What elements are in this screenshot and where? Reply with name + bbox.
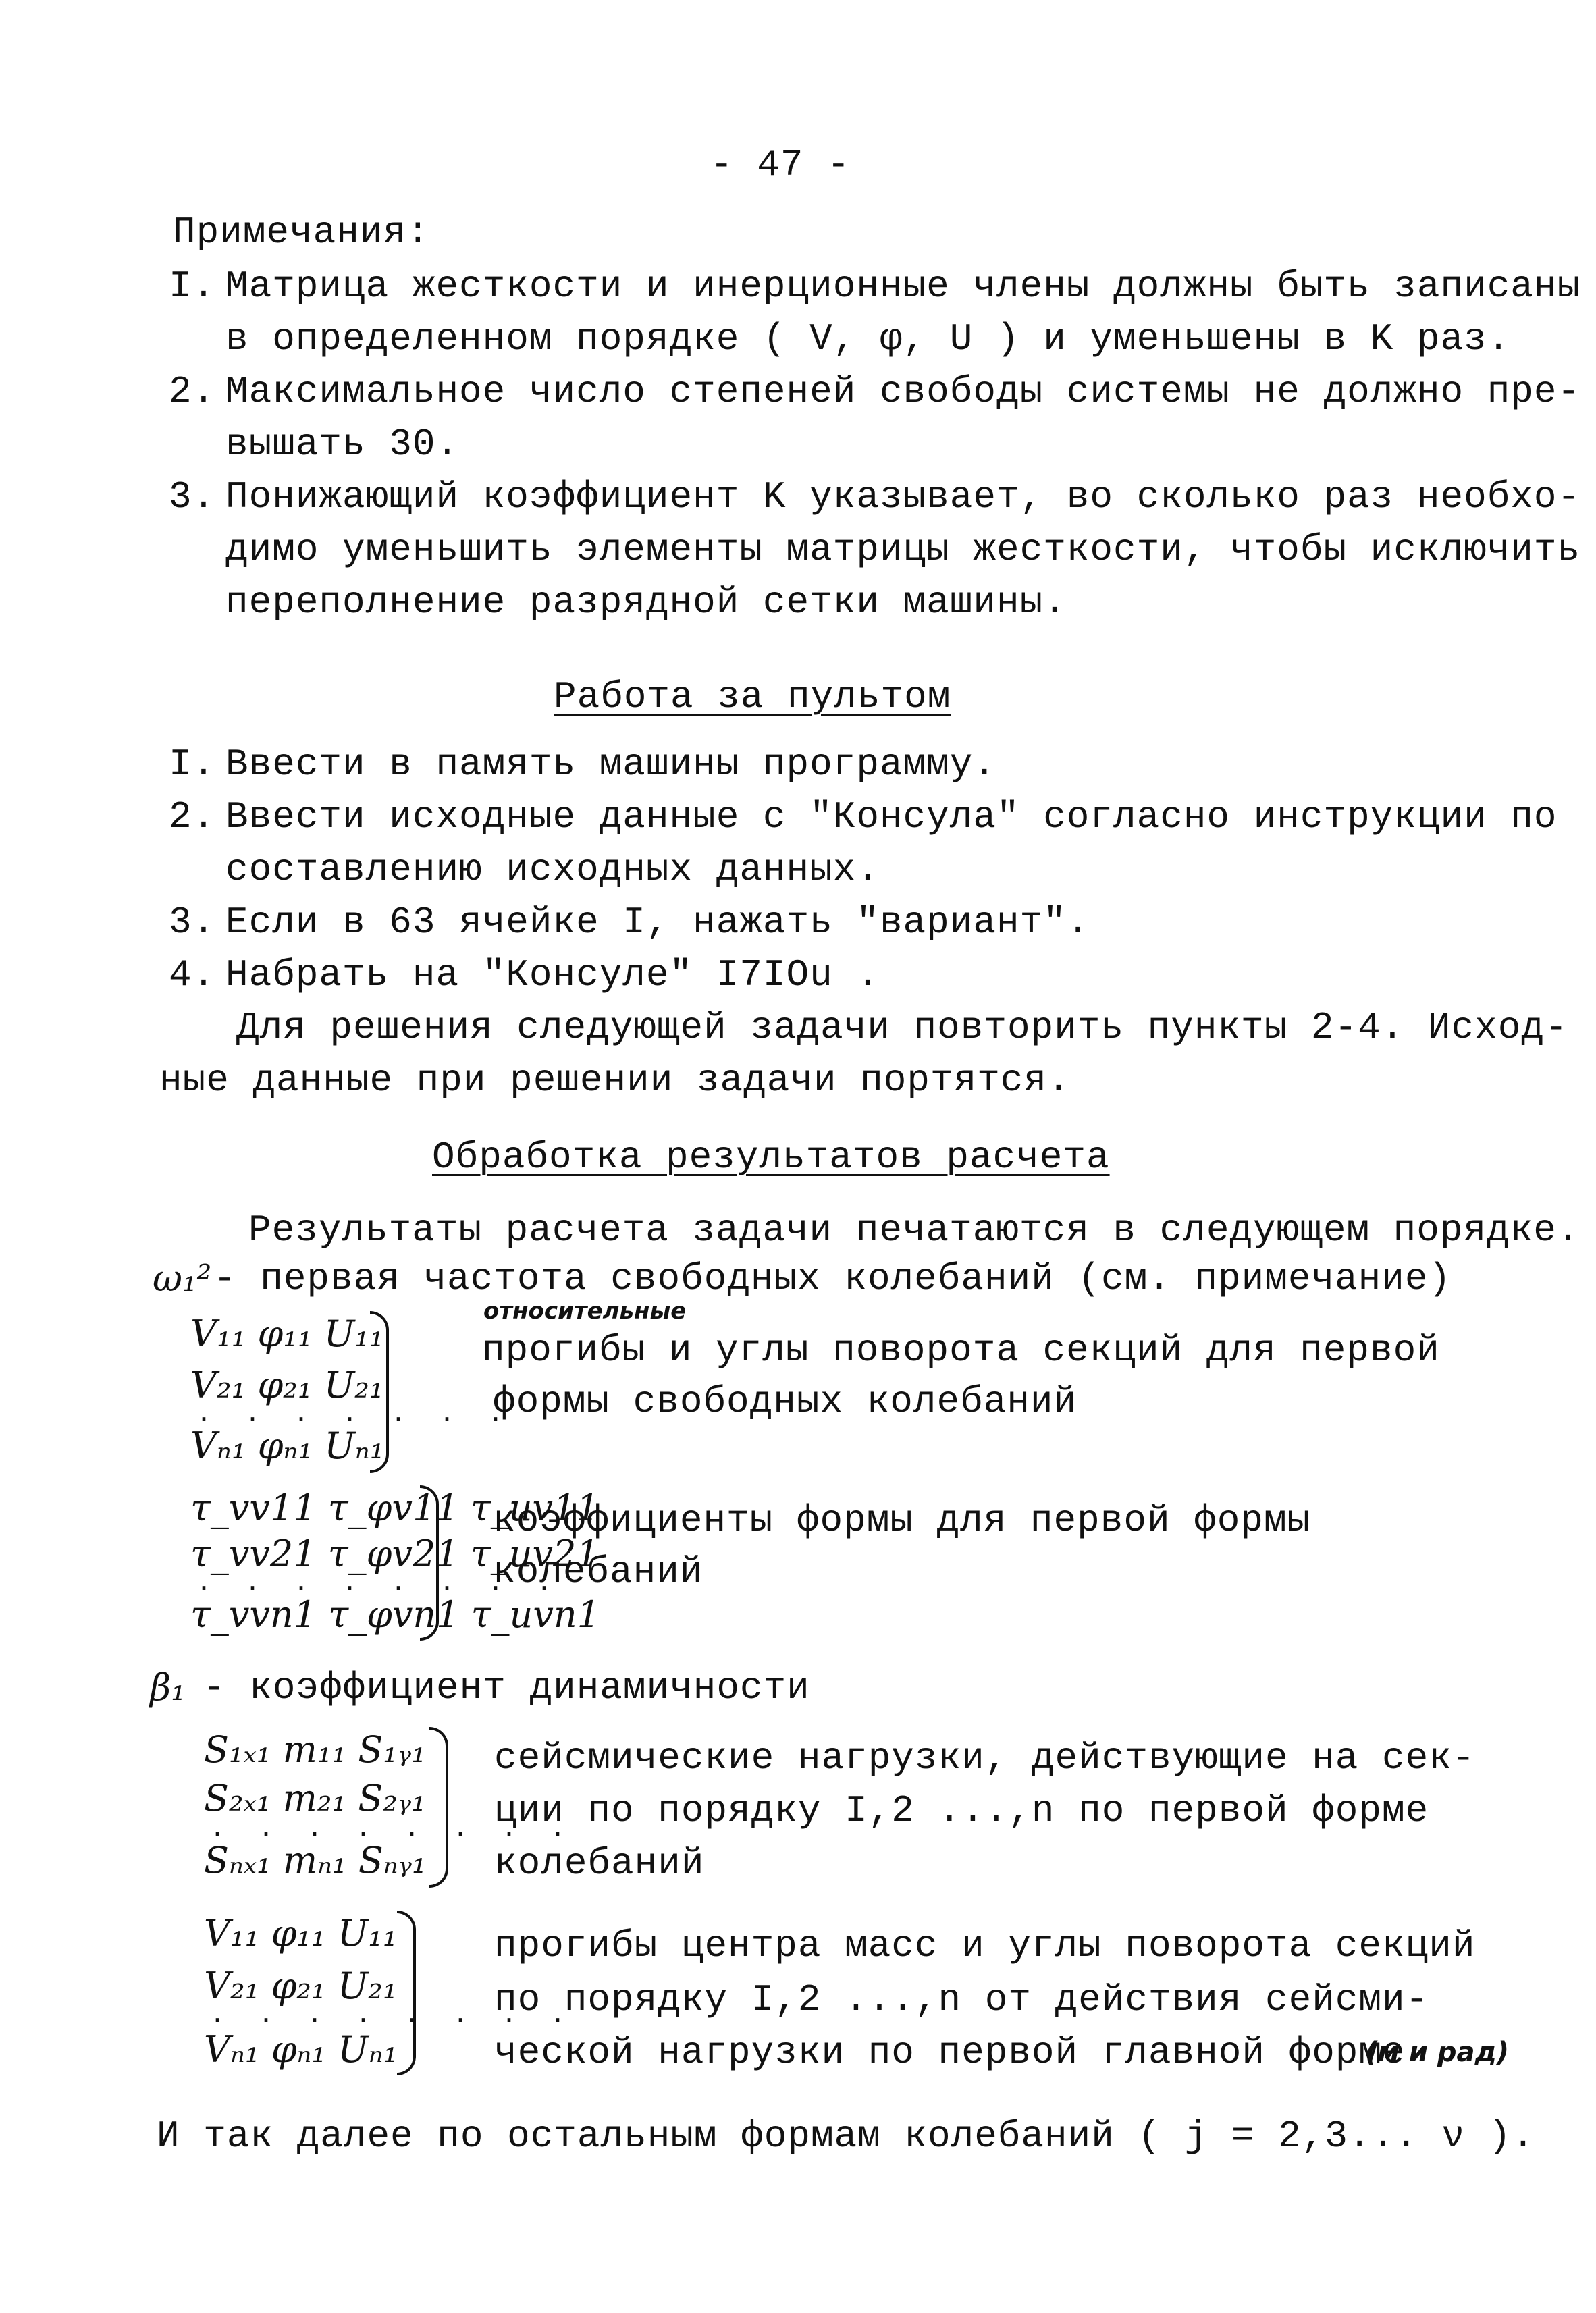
brace: [397, 1911, 416, 2075]
step-number: I.: [169, 743, 216, 786]
step-line: Если в 63 ячейке I, нажать "вариант".: [225, 901, 1090, 944]
units-note: (м и рад): [1365, 2037, 1510, 2068]
note-line: Матрица жесткости и инерционные члены должны быть записаны: [225, 265, 1581, 308]
group-description: сейсмические нагрузки, действующие на сек-: [494, 1736, 1476, 1780]
note-number: 3.: [169, 475, 216, 519]
matrix-dots: . . . . . . . .: [196, 1568, 561, 1599]
note-line: вышать 30.: [225, 423, 460, 466]
matrix-row: Vₙ₁ φₙ₁ Uₙ₁: [204, 2028, 398, 2071]
brace: [420, 1485, 439, 1641]
matrix-row: τ_vv21 τ_φv21 τ_uv21: [190, 1533, 600, 1575]
group-description: колебаний: [494, 1842, 705, 1885]
group-description: прогибы и углы поворота секций для первой: [482, 1329, 1440, 1372]
group-description: по порядку I,2 ...,n от действия сейсми-: [494, 1978, 1429, 2021]
matrix-dots: . . . . . . . .: [209, 1814, 575, 1844]
step-number: 4.: [169, 953, 216, 996]
note-line: Понижающий коэффициент K указывает, во сколько раз необхо-: [225, 475, 1581, 519]
matrix-dots: . . . . . . .: [196, 1400, 512, 1430]
matrix-dots: . . . . . . . .: [209, 2000, 575, 2031]
matrix-row: Vₙ₁ φₙ₁ Uₙ₁: [190, 1425, 385, 1467]
matrix-row: S₁ₓ₁ m₁₁ S₁ᵧ₁: [204, 1728, 426, 1771]
step-line: Ввести исходные данные с "Консула" согласно инструкции по: [225, 795, 1558, 839]
group-description: колебаний: [493, 1550, 703, 1593]
paragraph-line: Для решения следующей задачи повторить пункты 2-4. Исход-: [236, 1006, 1568, 1049]
group-description: прогибы центра масс и углы поворота секций: [494, 1924, 1476, 1967]
matrix-row: V₂₁ φ₂₁ U₂₁: [204, 1965, 398, 2007]
matrix-row: S₂ₓ₁ m₂₁ S₂ᵧ₁: [204, 1777, 426, 1819]
group-description: ции по порядку I,2 ...,n по первой форме: [494, 1789, 1429, 1832]
group-description: формы свободных колебаний: [493, 1380, 1078, 1423]
beta-symbol: β₁: [150, 1666, 186, 1709]
step-line: Ввести в память машины программу.: [225, 743, 996, 786]
handwritten-note: относительные: [483, 1298, 687, 1325]
note-number: 2.: [169, 370, 216, 413]
step-number: 3.: [169, 901, 216, 944]
omega-symbol: ω₁²: [153, 1257, 212, 1300]
beta-description: - коэффициент динамичности: [203, 1666, 810, 1709]
results-intro: Результаты расчета задачи печатаются в следующем порядке.: [248, 1208, 1580, 1252]
matrix-row: τ_vv11 τ_φv11 τ_uv11: [190, 1487, 600, 1529]
note-number: I.: [169, 265, 216, 308]
paragraph-line: ные данные при решении задачи портятся.: [159, 1059, 1071, 1102]
matrix-row: V₁₁ φ₁₁ U₁₁: [204, 1912, 398, 1955]
page-number: - 47 -: [710, 143, 851, 186]
section-heading-console: Работа за пультом: [554, 675, 951, 718]
group-description: ческой нагрузки по первой главной форме: [494, 2031, 1406, 2074]
step-number: 2.: [169, 795, 216, 839]
notes-heading: Примечания:: [173, 211, 430, 254]
matrix-row: Sₙₓ₁ mₙ₁ Sₙᵧ₁: [204, 1839, 427, 1882]
section-heading-results: Обработка результатов расчета: [432, 1136, 1110, 1179]
note-line: в определенном порядке ( V, φ, U ) и уменьшены в K раз.: [225, 317, 1511, 361]
note-line: Максимальное число степеней свободы системы не должно пре-: [225, 370, 1581, 413]
omega-description: - первая частота свободных колебаний (см. примечание): [213, 1257, 1452, 1300]
group-description: коэффициенты формы для первой формы: [493, 1499, 1311, 1542]
matrix-row: τ_vvn1 τ_φvn1 τ_uvn1: [190, 1593, 600, 1636]
brace: [429, 1727, 448, 1888]
note-line: переполнение разрядной сетки машины.: [225, 581, 1067, 624]
closing-line: И так далее по остальным формам колебаний ( j = 2,3... ν ).: [157, 2115, 1535, 2158]
brace: [370, 1311, 389, 1473]
step-line: Набрать на "Консуле" I7IOu .: [225, 953, 880, 996]
note-line: димо уменьшить элементы матрицы жесткости, чтобы исключить: [225, 528, 1581, 571]
matrix-row: V₁₁ φ₁₁ U₁₁: [190, 1312, 384, 1355]
step-line: составлению исходных данных.: [225, 848, 880, 891]
matrix-row: V₂₁ φ₂₁ U₂₁: [190, 1364, 384, 1406]
